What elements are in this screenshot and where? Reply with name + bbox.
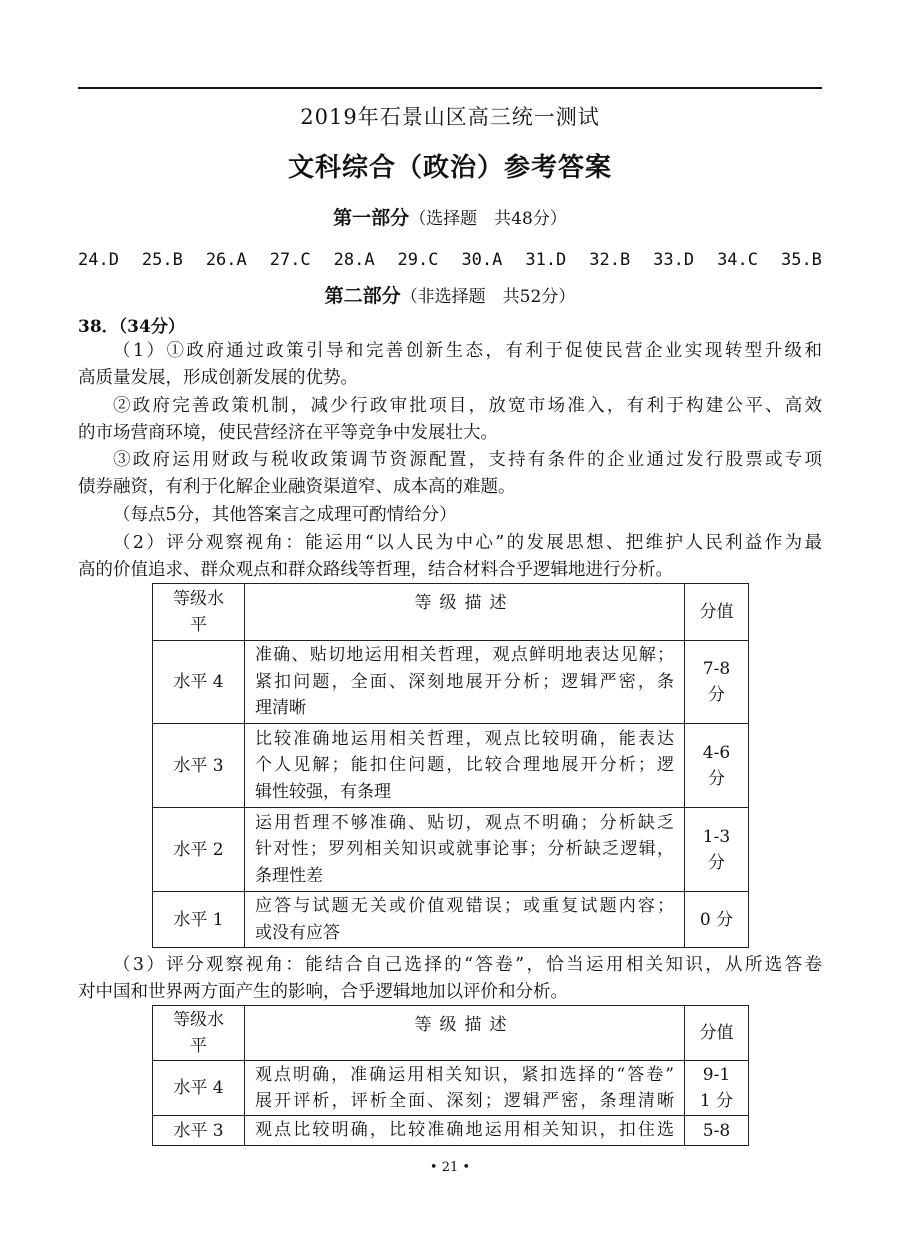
table-row [153,892,749,948]
header-description: 等级描述 [245,1006,685,1061]
table-row [153,1061,749,1116]
text-line: （3）评分观察视角：能结合自己选择的“答卷”，恰当运用相关知识，从所选答卷 [113,955,822,975]
score-line: 9-1 [702,1065,731,1085]
answer-item: 31.D [525,250,567,270]
part2-note: （非选择题 共52分） [400,287,576,307]
answer-item: 24.D [78,250,119,270]
level-cell: 水平 4 [153,641,245,724]
score-cell [685,724,749,808]
header-score: 分值 [685,1006,749,1061]
text-line: 高质量发展，形成创新发展的优势。 [78,368,358,388]
score-cell [685,808,749,892]
description-cell [245,1061,685,1116]
choice-answers [78,250,822,270]
score-line: 0 分 [699,909,734,930]
header-level-line: 平 [190,615,207,635]
score-cell [685,1116,749,1146]
answer-item: 32.B [589,250,631,270]
text-line: 债券融资，有利于化解企业融资渠道窄、成本高的难题。 [78,477,516,497]
table-row [153,1116,749,1146]
description-line: 个人见解；能扣住问题，比较合理地展开分析；逻 [255,755,674,776]
top-rule [78,87,822,89]
part2-heading [0,281,900,308]
question-38-label: 38．（34分） [78,317,185,337]
scoring-table-2 [152,1005,749,1146]
text-line: （1）①政府通过政策引导和完善创新生态，有利于促使民营企业实现转型升级和 [113,341,822,361]
score-line: 4-6 [702,742,731,763]
text-line: （每点5分，其他答案言之成理可酌情给分） [113,505,457,525]
description-line: 应答与试题无关或价值观错误；或重复试题内容； [255,896,674,916]
part1-note: （选择题 共48分） [409,209,567,229]
description-line: 运用哲理不够准确、贴切，观点不明确；分析缺乏 [255,812,674,833]
score-line: 分 [708,685,725,705]
score-cell [685,641,749,724]
description-line: 展开评析，评析全面、深刻；逻辑严密，条理清晰 [255,1091,674,1111]
text-line: （2）评分观察视角：能运用“以人民为中心”的发展思想、把维护人民利益作为最 [113,533,822,553]
answer-item: 33.D [653,250,695,270]
text-line: ③政府运用财政与税收政策调节资源配置，支持有条件的企业通过发行股票或专项 [113,450,822,470]
score-line: 分 [708,768,725,789]
answer-item: 29.C [397,250,439,270]
level-cell: 水平 4 [153,1061,245,1116]
part1-title: 第一部分 [333,207,410,229]
header-level-line: 等级水 [173,589,224,609]
scoring-table-1 [152,583,749,948]
header-level-line: 等级水 [173,1010,224,1030]
score-line: 5-8 [702,1120,731,1141]
description-cell [245,808,685,892]
document-subtitle: 文科综合（政治）参考答案 [287,153,612,183]
table-header [153,1006,749,1061]
description-cell [245,641,685,724]
text-line: 对中国和世界两方面产生的影响，合乎逻辑地加以评价和分析。 [78,982,568,1002]
exam-title: 2019年石景山区高三统一测试 [300,105,600,129]
score-cell [685,892,749,948]
header-description: 等级描述 [245,584,685,641]
description-cell [245,892,685,948]
page-number: • 21 • [429,1160,471,1175]
text-line: ②政府完善政策机制，减少行政审批项目，放宽市场准入，有利于构建公平、高效 [113,396,822,416]
description-line: 比较准确地运用相关哲理，观点比较明确，能表达 [255,728,674,749]
level-cell: 水平 3 [153,1116,245,1146]
table-row [153,724,749,808]
description-line: 辑性较强，有条理 [255,781,391,802]
header-score: 分值 [685,584,749,641]
description-line: 观点比较明确，比较准确地运用相关知识，扣住选 [255,1120,674,1141]
part2-title: 第二部分 [324,285,401,307]
score-line: 1 分 [699,1091,734,1111]
level-cell: 水平 1 [153,892,245,948]
description-line: 针对性；罗列相关知识或就事论事；分析缺乏逻辑， [255,839,674,860]
part1-heading [0,203,900,230]
answer-item: 25.B [141,250,183,270]
description-line: 观点明确，准确运用相关知识，紧扣选择的“答卷” [255,1064,674,1085]
score-line: 1-3 [702,826,731,847]
header-level [153,1006,245,1061]
description-cell [245,724,685,808]
header-level-line: 平 [190,1036,207,1056]
answer-item: 34.C [717,250,759,270]
description-line: 紧扣问题，全面、深刻地展开分析；逻辑严密，条 [255,671,674,692]
description-line: 理清晰 [255,698,306,719]
score-line: 分 [708,852,725,873]
description-cell [245,1116,685,1146]
answer-item: 35.B [780,250,822,270]
answer-item: 28.A [333,250,375,270]
text-line: 高的价值追求、群众观点和群众路线等哲理，结合材料合乎逻辑地进行分析。 [78,560,673,580]
table-row [153,808,749,892]
header-level [153,584,245,641]
answer-item: 27.C [269,250,311,270]
score-cell [685,1061,749,1116]
level-cell: 水平 2 [153,808,245,892]
level-cell: 水平 3 [153,724,245,808]
description-line: 条理性差 [255,865,323,886]
answer-item: 26.A [205,250,247,270]
answer-item: 30.A [461,250,503,270]
text-line: 的市场营商环境，使民营经济在平等竞争中发展壮大。 [78,423,498,443]
description-line: 或没有应答 [255,922,340,943]
table-header [153,584,749,641]
score-line: 7-8 [702,659,731,679]
description-line: 准确、贴切地运用相关哲理，观点鲜明地表达见解； [255,645,674,666]
table-row [153,641,749,724]
